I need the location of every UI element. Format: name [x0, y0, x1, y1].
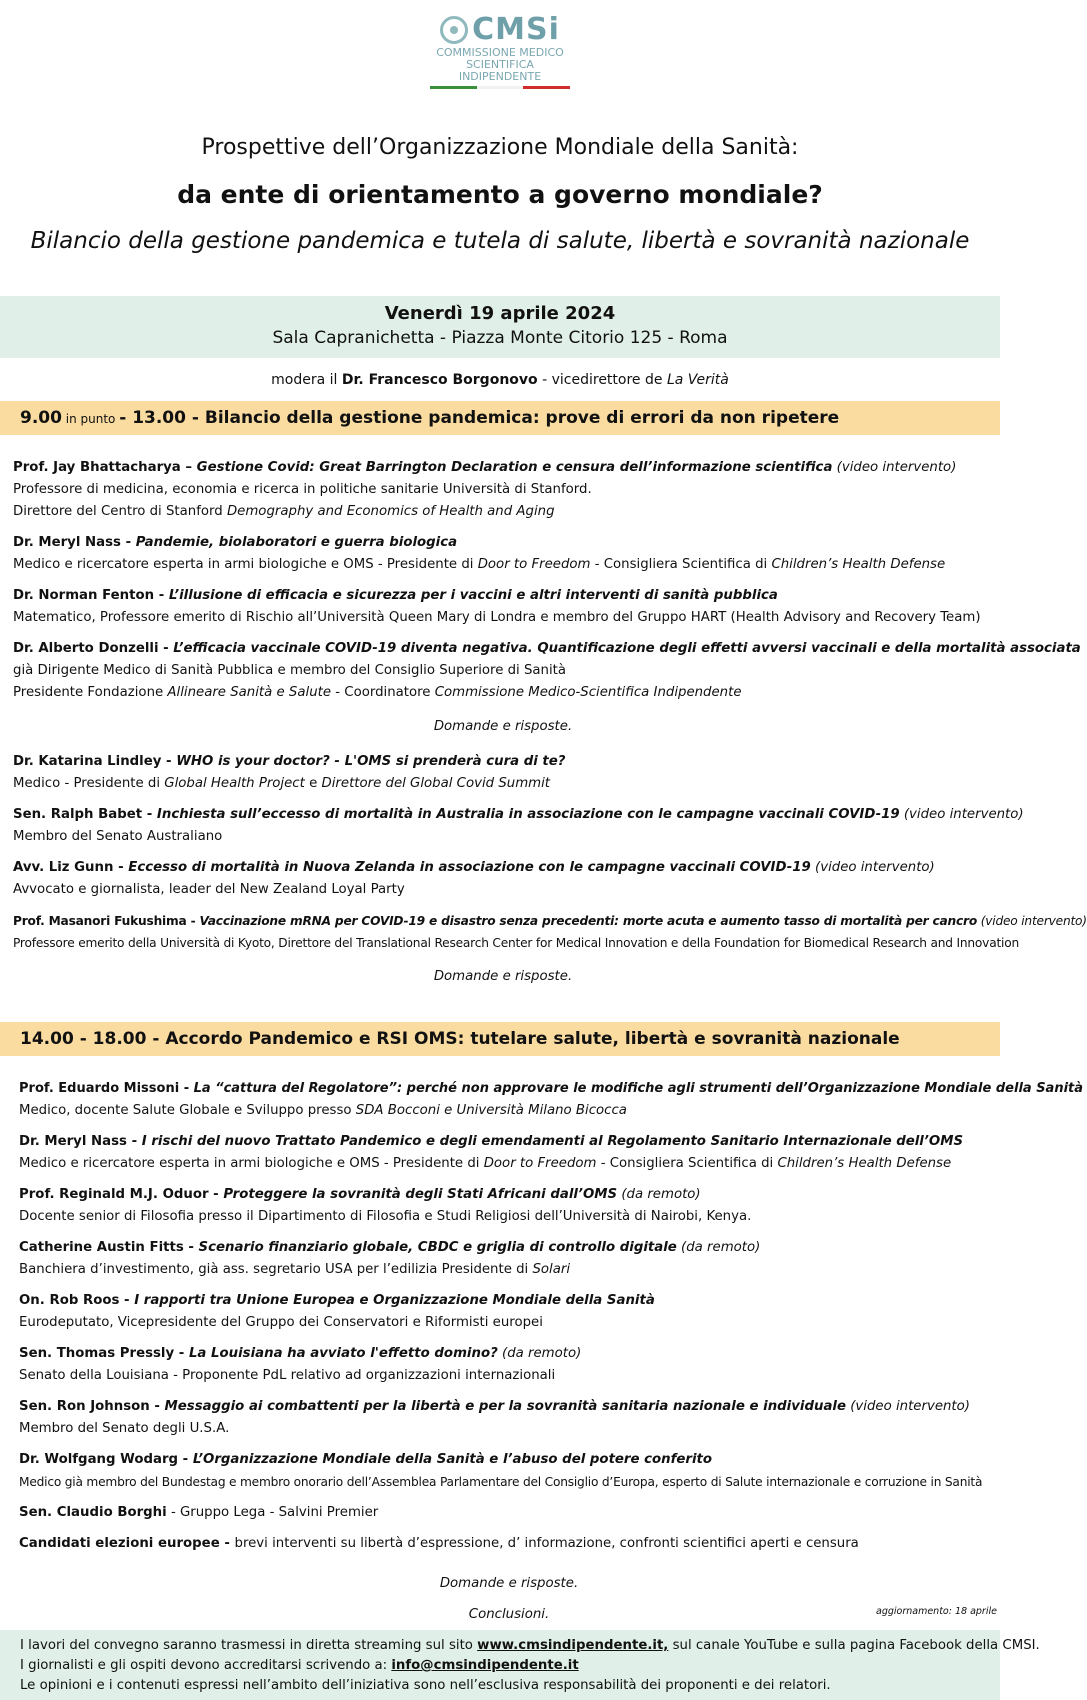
talk-mode-note: (da remoto)	[497, 1346, 582, 1361]
talk-title: I rapporti tra Unione Europea e Organizzazione Mondiale della Sanità	[134, 1293, 655, 1308]
footer-band	[0, 1630, 1040, 1700]
talk-entry	[13, 804, 1024, 848]
speaker-name: Dr. Meryl Nass -	[13, 535, 136, 550]
update-note: aggiornamento: 18 aprile	[876, 1606, 997, 1617]
speaker-affiliation: - Gruppo Lega - Salvini Premier	[166, 1505, 379, 1520]
session-1-end: - 13.00	[119, 408, 186, 428]
moderator-line	[0, 372, 1000, 388]
qa-note: Domande e risposte.	[439, 1576, 579, 1591]
speaker-bio	[13, 660, 993, 682]
session-1-talks	[13, 457, 1081, 738]
bio-text: Presidente Fondazione	[13, 685, 168, 700]
email-link[interactable]: info@cmsindipendente.it	[391, 1658, 579, 1673]
bio-organization: Global Health Project	[164, 776, 305, 791]
bio-text: Professore emerito della Università di Kyoto, Direttore del Translational Research Center for Medical Innovation e della Foundation for Biomedical Research and Innovation	[13, 936, 1020, 950]
talk-title: I rischi del nuovo Trattato Pandemico e degli emendamenti al Regolamento Sanitario Internazionale dell’OMS	[141, 1134, 964, 1149]
bio-text: Eurodeputato, Vicepresidente del Gruppo dei Conservatori e Riformisti europei	[19, 1315, 543, 1330]
session-2-header	[0, 1022, 1000, 1056]
talk-heading	[19, 1343, 999, 1365]
talk-mode-note: (video intervento)	[810, 860, 935, 875]
talk-entry	[19, 1502, 999, 1524]
speaker-name: Dr. Katarina Lindley -	[13, 754, 177, 769]
italian-flag-bar	[430, 86, 570, 89]
session-1-time: 9.00	[20, 408, 62, 428]
speaker-name: On. Rob Roos -	[19, 1293, 135, 1308]
speaker-bio	[13, 879, 993, 901]
talk-heading	[19, 1290, 999, 1312]
talk-heading	[19, 1131, 999, 1153]
talk-entry	[19, 1290, 999, 1334]
moderator-name: Dr. Francesco Borgonovo	[341, 372, 538, 388]
talk-entry	[13, 585, 993, 629]
talk-entry	[13, 751, 993, 795]
moderator-prefix: modera il	[271, 372, 342, 388]
speaker-name: Prof. Reginald M.J. Oduor -	[19, 1187, 224, 1202]
speaker-bio	[19, 1259, 999, 1281]
talk-entry	[19, 1533, 999, 1555]
conclusion-note: Conclusioni.	[468, 1607, 550, 1622]
bio-text: Medico e ricercatore esperta in armi biologiche e OMS - Presidente di	[13, 557, 478, 572]
talk-title: L’efficacia vaccinale COVID-19 diventa negativa. Quantificazione degli effetti avversi vaccinali e della mortalità associata	[173, 641, 1081, 656]
talk-heading	[19, 1237, 999, 1259]
qa-note: Domande e risposte.	[433, 719, 573, 734]
talk-heading	[13, 638, 1081, 660]
talk-heading	[19, 1078, 1084, 1100]
bio-text: Avvocato e giornalista, leader del New Zealand Loyal Party	[13, 882, 405, 897]
bio-text: Direttore del Centro di Stanford	[13, 504, 227, 519]
talk-title: WHO is your doctor? - L'OMS si prenderà cura di te?	[176, 754, 566, 769]
talk-mode-note: (video intervento)	[899, 807, 1024, 822]
speaker-bio	[13, 554, 993, 576]
bio-organization: Children’s Health Defense	[771, 557, 946, 572]
talk-mode-note: (video intervento)	[832, 460, 957, 475]
talk-title: Inchiesta sull’eccesso di mortalità in Australia in associazione con le campagne vaccinali COVID-19	[156, 807, 900, 822]
speaker-bio	[13, 826, 993, 848]
talk-title: La “cattura del Regolatore”: perché non approvare le modifiche agli strumenti dell’Organizzazione Mondiale della Sanità	[193, 1081, 1084, 1096]
footer-line-2	[0, 1656, 1000, 1676]
bio-organization: SDA Bocconi e Università Milano Bicocca	[355, 1103, 627, 1118]
bio-text: Medico, docente Salute Globale e Sviluppo presso	[19, 1103, 356, 1118]
bio-text: - Consigliera Scientifica di	[590, 557, 772, 572]
speaker-bio	[19, 1206, 999, 1228]
bio-text: Docente senior di Filosofia presso il Dipartimento di Filosofia e Studi Religiosi dell’Università di Nairobi, Kenya.	[19, 1209, 752, 1224]
bio-organization: Direttore del Global Covid Summit	[321, 776, 551, 791]
speaker-bio	[19, 1153, 999, 1175]
bio-text: Banchiera d’investimento, già ass. segretario USA per l’edilizia Presidente di	[19, 1262, 533, 1277]
talk-heading	[13, 532, 993, 554]
talk-entry	[19, 1449, 999, 1493]
bio-organization: Solari	[532, 1262, 571, 1277]
bio-text: Medico - Presidente di	[13, 776, 165, 791]
talk-mode-note: (video intervento)	[977, 914, 1087, 928]
session-1-title: - Bilancio della gestione pandemica: prove di errori da non ripetere	[185, 408, 840, 428]
footer-accreditation-text: I giornalisti e gli ospiti devono accreditarsi scrivendo a:	[20, 1658, 392, 1673]
speaker-name: Sen. Thomas Pressly -	[19, 1346, 189, 1361]
speaker-name: Dr. Norman Fenton -	[13, 588, 169, 603]
talk-entry	[19, 1184, 999, 1228]
moderator-newspaper: La Verità	[666, 372, 729, 388]
qa-note: Domande e risposte.	[433, 969, 573, 984]
speaker-name: Prof. Eduardo Missoni -	[19, 1081, 194, 1096]
talk-heading	[13, 857, 993, 879]
bio-organization: Commissione Medico-Scientifica Indipendente	[434, 685, 742, 700]
speaker-name: Prof. Jay Bhattacharya –	[13, 460, 197, 475]
title-line-2: da ente di orientamento a governo mondiale?	[177, 180, 823, 209]
logo-emblem-icon	[440, 16, 468, 44]
bio-text: - Coordinatore	[331, 685, 435, 700]
bio-organization: Demography and Economics of Health and Aging	[226, 504, 555, 519]
talk-heading	[13, 457, 993, 479]
bio-organization: Door to Freedom	[477, 557, 591, 572]
bio-text: Matematico, Professore emerito di Rischio all’Università Queen Mary di Londra e membro del Gruppo HART (Health Advisory and Recovery Team)	[13, 610, 981, 625]
bio-text: - Consigliera Scientifica di	[596, 1156, 778, 1171]
speaker-bio	[19, 1100, 999, 1122]
title-line-1: Prospettive dell’Organizzazione Mondiale della Sanità:	[201, 135, 799, 160]
talk-mode-note: (da remoto)	[617, 1187, 701, 1202]
speaker-name: Dr. Meryl Nass -	[19, 1134, 142, 1149]
talk-mode-note: (video intervento)	[846, 1399, 970, 1414]
speaker-name: Sen. Ron Johnson -	[19, 1399, 165, 1414]
speaker-bio	[13, 932, 1020, 954]
cmsi-logo	[430, 12, 570, 94]
speaker-bio	[13, 773, 993, 795]
talk-entry	[13, 532, 993, 576]
talk-title: Vaccinazione mRNA per COVID-19 e disastro senza precedenti: morte acuta e aumento tasso di mortalità per cancro	[199, 914, 978, 928]
talk-heading	[13, 751, 993, 773]
logo-text: CMSi	[472, 12, 560, 47]
talk-title: Messaggio ai combattenti per la libertà e per la sovranità sanitaria nazionale e individuale	[164, 1399, 846, 1414]
talk-mode-note: (da remoto)	[676, 1240, 761, 1255]
talk-title: Gestione Covid: Great Barrington Declaration e censura dell’informazione scientifica	[196, 460, 833, 475]
logo-subtitle-1: COMMISSIONE MEDICO	[436, 46, 564, 59]
bio-organization: Door to Freedom	[483, 1156, 597, 1171]
talk-entry	[19, 1396, 999, 1440]
speaker-name: Sen. Ralph Babet -	[13, 807, 157, 822]
speaker-name: Avv. Liz Gunn -	[13, 860, 129, 875]
speaker-bio	[13, 479, 993, 501]
bio-organization: Children’s Health Defense	[777, 1156, 952, 1171]
speaker-name: Catherine Austin Fitts -	[19, 1240, 199, 1255]
talk-title: Pandemie, biolaboratori e guerra biologica	[135, 535, 458, 550]
logo-subtitle-2: SCIENTIFICA INDIPENDENTE	[458, 58, 542, 83]
session-1-talks-part-2	[13, 751, 1087, 988]
talk-title: Eccesso di mortalità in Nuova Zelanda in associazione con le campagne vaccinali COVID-19	[128, 860, 811, 875]
footer-streaming-text: I lavori del convegno saranno trasmessi in diretta streaming sul sito	[20, 1638, 478, 1653]
footer-line-3: Le opinioni e i contenuti espressi nell’ambito dell’iniziativa sono nell’esclusiva responsabilità dei proponenti e dei relatori.	[20, 1678, 831, 1693]
speaker-bio	[19, 1471, 999, 1493]
speaker-name: Prof. Masanori Fukushima -	[13, 914, 200, 928]
talk-title: Scenario finanziario globale, CBDC e griglia di controllo digitale	[198, 1240, 677, 1255]
talk-title: Proteggere la sovranità degli Stati Africani dall’OMS	[223, 1187, 618, 1202]
talk-heading	[19, 1396, 999, 1418]
footer-line-1	[0, 1630, 1040, 1656]
talk-entry	[19, 1078, 1084, 1122]
event-info-band	[0, 296, 1000, 358]
talk-heading	[13, 910, 1087, 932]
session-2-title: 14.00 - 18.00 - Accordo Pandemico e RSI OMS: tutelare salute, libertà e sovranità nazionale	[20, 1029, 900, 1049]
speaker-name: Candidati elezioni europee -	[19, 1536, 235, 1551]
speaker-bio	[19, 1312, 999, 1334]
speaker-name: Sen. Claudio Borghi	[19, 1505, 167, 1520]
bio-text: Medico e ricercatore esperta in armi biologiche e OMS - Presidente di	[19, 1156, 484, 1171]
talk-heading	[19, 1184, 999, 1206]
speaker-bio	[13, 682, 993, 704]
website-link[interactable]: www.cmsindipendente.it,	[477, 1638, 669, 1653]
speaker-bio	[19, 1365, 999, 1387]
bio-text: Medico già membro del Bundestag e membro onorario dell’Assemblea Parlamentare del Consiglio d’Europa, esperto di Salute internazionale e corruzione in Sanità	[19, 1475, 983, 1489]
bio-text: già Dirigente Medico di Sanità Pubblica e membro del Consiglio Superiore di Sanità	[13, 663, 567, 678]
bio-text: Membro del Senato Australiano	[13, 829, 223, 844]
bio-text: Senato della Louisiana - Proponente PdL relativo ad organizzazioni internazionali	[19, 1368, 556, 1383]
session-1-punto: in punto	[61, 412, 120, 426]
title-line-3: Bilancio della gestione pandemica e tutela di salute, libertà e sovranità nazionale	[30, 228, 970, 254]
footer-streaming-text-2: sul canale YouTube e sulla pagina Facebook della CMSI.	[668, 1638, 1040, 1653]
event-location: Sala Capranichetta - Piazza Monte Citorio 125 - Roma	[272, 328, 728, 348]
event-date: Venerdì 19 aprile 2024	[384, 303, 616, 324]
talk-title: L’illusione di efficacia e sicurezza per i vaccini e altri interventi di sanità pubblica	[168, 588, 778, 603]
talk-title: L’Organizzazione Mondiale della Sanità e l’abuso del potere conferito	[192, 1452, 713, 1467]
speaker-bio	[13, 501, 993, 523]
bio-text: Membro del Senato degli U.S.A.	[19, 1421, 230, 1436]
talk-entry	[19, 1237, 999, 1281]
bio-text: Professore di medicina, economia e ricerca in politiche sanitarie Università di Stanford.	[13, 482, 592, 497]
talk-entry	[13, 457, 993, 523]
talk-entry	[13, 857, 993, 901]
talk-title: La Louisiana ha avviato l'effetto domino?	[188, 1346, 498, 1361]
talk-heading	[13, 585, 993, 607]
talk-entry	[13, 910, 1087, 954]
talk-entry	[13, 638, 1081, 704]
bio-text: e	[304, 776, 322, 791]
session-1-header	[0, 401, 1000, 435]
speaker-bio	[13, 607, 993, 629]
talk-heading	[19, 1449, 999, 1471]
bio-organization: Allineare Sanità e Salute	[167, 685, 332, 700]
session-2-talks	[19, 1078, 1084, 1626]
speaker-name: Dr. Alberto Donzelli -	[13, 641, 174, 656]
talk-entry	[19, 1131, 999, 1175]
talk-heading	[13, 804, 1024, 826]
talk-entry	[19, 1343, 999, 1387]
speaker-bio	[19, 1418, 999, 1440]
moderator-role: - vicedirettore de	[537, 372, 667, 388]
speaker-name: Dr. Wolfgang Wodarg -	[19, 1452, 193, 1467]
talk-description: brevi interventi su libertà d’espressione, d’ informazione, confronti scientifici aperti e censura	[234, 1536, 859, 1551]
